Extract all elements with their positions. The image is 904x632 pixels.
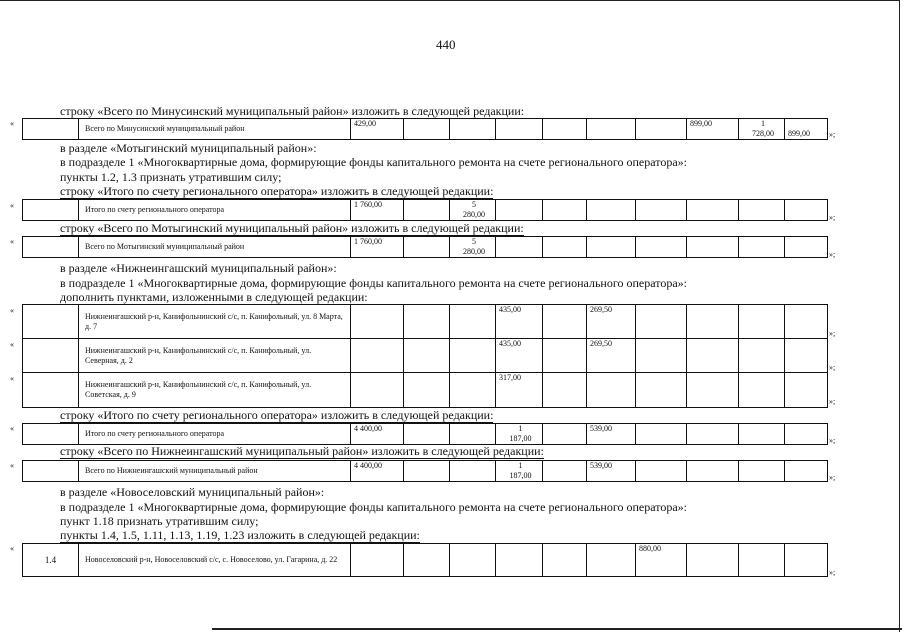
open-quote: « [10,306,14,315]
cell: 539,00 [587,461,636,482]
open-quote: « [10,237,14,246]
cell [450,461,496,482]
open-quote: « [10,424,14,433]
cell [636,237,687,258]
cell [687,544,739,577]
cell [785,373,828,408]
cell [636,461,687,482]
cell [543,373,587,408]
row-name: Нижнеингашский р-н, Канифольнинский с/с, п. Канифольный, ул. 8 Марта, д. 7 [79,305,351,339]
cell: 1 760,00 [351,237,404,258]
table-row [22,423,828,445]
cell [543,424,587,445]
cell [636,424,687,445]
instruction-line: в разделе «Мотыгинский муниципальный район»: [60,141,317,155]
close-quote: »; [829,213,836,222]
cell: 880,00 [636,544,687,577]
cell [404,200,450,221]
table-row [23,373,828,408]
row-number: 1.4 [23,544,79,577]
page-border-bottom [212,628,902,630]
instruction-line: строку «Всего по Мотыгинский муниципальный район» изложить в следующей редакции: [60,221,524,235]
cell [351,373,404,408]
cell [543,461,587,482]
page-border-top [0,0,900,1]
cell [636,339,687,373]
cell [587,544,636,577]
close-quote: »; [829,329,836,338]
row-name: Нижнеингашский р-н, Канифольнинский с/с, п. Канифольный, ул. Советская, д. 9 [79,373,351,408]
row-number [23,339,79,373]
table-rows [22,304,828,408]
cell [785,424,828,445]
cell [496,237,543,258]
cell [351,544,404,577]
cell [587,237,636,258]
cell [739,373,785,408]
open-quote: « [10,340,14,349]
cell [636,200,687,221]
cell: 1 187,00 [496,424,543,445]
cell [543,200,587,221]
row-number [23,373,79,408]
instruction-line: строку «Итого по счету регионального оператора» изложить в следующей редакции: [60,184,494,198]
cell [739,339,785,373]
cell [450,424,496,445]
row-name: Итого по счету регионального оператора [79,424,351,445]
cell [687,339,739,373]
close-quote: »; [829,568,836,577]
cell [739,461,785,482]
cell [404,373,450,408]
cell [785,339,828,373]
cell [785,544,828,577]
row-name: Всего по Нижнеингашский муниципальный район [79,461,351,482]
cell [785,237,828,258]
cell [543,544,587,577]
cell: 435,00 [496,339,543,373]
cell [636,305,687,339]
close-quote: »; [829,130,836,139]
cell: 899,00 [687,119,739,140]
instruction-line: строку «Всего по Нижнеингашский муниципальный район» изложить в следующей редакции: [60,444,544,458]
row-number [23,461,79,482]
cell [496,119,543,140]
close-quote: »; [829,397,836,406]
row-number [23,237,79,258]
cell [687,461,739,482]
cell: 4 400,00 [351,424,404,445]
cell [450,119,496,140]
instruction-line: в разделе «Новоселовский муниципальный район»: [60,485,325,499]
cell [687,424,739,445]
cell: 5 280,00 [450,237,496,258]
table-row [22,118,828,140]
row-name: Новоселовский р-н, Новоселовский с/с, с. Новоселово, ул. Гагарина, д. 22 [79,544,351,577]
cell: 269,50 [587,305,636,339]
cell [687,237,739,258]
cell: 429,00 [351,119,404,140]
cell [450,339,496,373]
cell [785,461,828,482]
cell: 435,00 [496,305,543,339]
cell [351,305,404,339]
instruction-line: строку «Всего по Минусинский муниципальный район» изложить в следующей редакции: [60,104,525,118]
cell [587,119,636,140]
cell [450,305,496,339]
close-quote: »; [829,250,836,259]
page-number: 440 [436,37,456,52]
table-row [22,460,828,482]
cell [636,373,687,408]
row-number [23,119,79,140]
close-quote: »; [829,436,836,445]
instruction-line: пункты 1.2, 1.3 признать утратившим силу; [60,170,282,184]
close-quote: »; [829,473,836,482]
cell [543,339,587,373]
cell [543,305,587,339]
cell [587,373,636,408]
open-quote: « [10,201,14,210]
cell: 5 280,00 [450,200,496,221]
row-name: Всего по Минусинский муниципальный район [79,119,351,140]
row-number [23,200,79,221]
row-name: Итого по счету регионального оператора [79,200,351,221]
instruction-line: пункт 1.18 признать утратившим силу; [60,514,259,528]
open-quote: « [10,461,14,470]
cell: 269,50 [587,339,636,373]
cell [687,305,739,339]
instruction-line: в подразделе 1 «Многоквартирные дома, формирующие фонды капитального ремонта на счете регионального оператора»: [60,276,687,290]
cell [739,237,785,258]
cell [496,200,543,221]
cell: 899,00 [785,119,828,140]
open-quote: « [10,374,14,383]
cell [785,305,828,339]
cell: 317,00 [496,373,543,408]
cell [496,544,543,577]
cell [404,339,450,373]
close-quote: »; [829,363,836,372]
cell: 4 400,00 [351,461,404,482]
cell [351,339,404,373]
cell [739,200,785,221]
cell: 539,00 [587,424,636,445]
row-name: Всего по Мотыгинский муниципальный район [79,237,351,258]
open-quote: « [10,119,14,128]
instruction-line: в подразделе 1 «Многоквартирные дома, формирующие фонды капитального ремонта на счете регионального оператора»: [60,500,687,514]
row-name: Нижнеингашский р-н, Канифольнинский с/с, п. Канифольный, ул. Северная, д. 2 [79,339,351,373]
cell [739,305,785,339]
instruction-line: дополнить пунктами, изложенными в следующей редакции: [60,290,368,304]
row-number [23,424,79,445]
instruction-line: в подразделе 1 «Многоквартирные дома, формирующие фонды капитального ремонта на счете регионального оператора»: [60,155,687,169]
table-row [22,543,828,577]
table-row [23,305,828,339]
cell: 1 187,00 [496,461,543,482]
cell [404,544,450,577]
cell [404,237,450,258]
cell [404,424,450,445]
cell [687,373,739,408]
cell [543,237,587,258]
cell [404,461,450,482]
cell [543,119,587,140]
cell [587,200,636,221]
cell [450,544,496,577]
cell [739,544,785,577]
cell [404,305,450,339]
open-quote: « [10,544,14,553]
row-number [23,305,79,339]
instruction-line: пункты 1.4, 1.5, 1.11, 1.13, 1.19, 1.23 изложить в следующей редакции: [60,528,420,542]
cell [450,373,496,408]
cell [739,424,785,445]
instruction-line: в разделе «Нижнеингашский муниципальный район»: [60,261,337,275]
instruction-line: строку «Итого по счету регионального оператора» изложить в следующей редакции: [60,408,494,422]
cell [687,200,739,221]
table-row [23,339,828,373]
cell: 1 760,00 [351,200,404,221]
cell [785,200,828,221]
page-border-right [899,0,900,632]
cell [636,119,687,140]
table-row [22,236,828,258]
cell: 1 728,00 [739,119,785,140]
cell [404,119,450,140]
table-row [22,199,828,221]
